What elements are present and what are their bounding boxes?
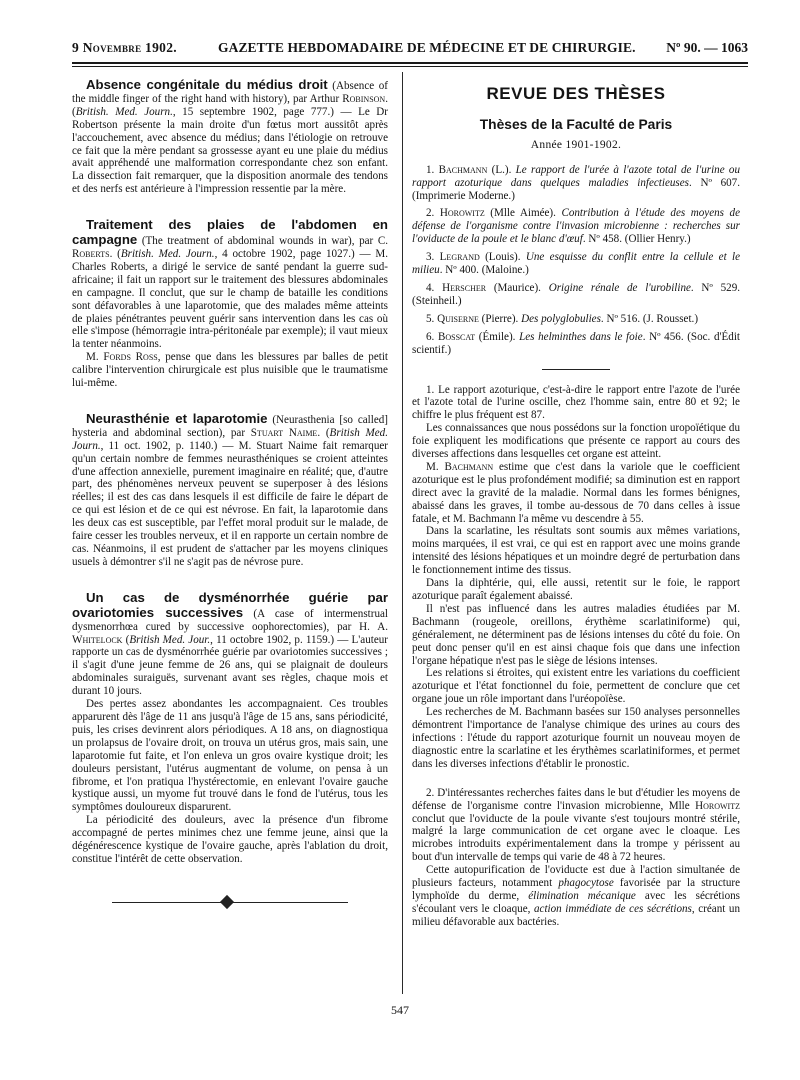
article-text: (A case of intermenstrual dysmenorrhœa cured by successive oophorectomies), par H. A. bbox=[72, 607, 388, 633]
thesis-item: 6. Bosscat (Émile). Les helminthes dans le foie. Nº 456. (Soc. d'Édit scientif.) bbox=[412, 330, 740, 356]
article-author: Fords Ross bbox=[103, 351, 158, 364]
thesis-title: Les helminthes dans le foie bbox=[519, 330, 643, 343]
article-title: Un cas de dysménorrhée guérie par ovariotomies successives bbox=[72, 589, 388, 620]
article-text: , 11 octobre 1902, p. 1159.) — L'auteur rapporte un cas de dysménorrhée guérie par ovariotomies successives ; il s'agit d'une jeune femme de 26 ans, qui se plaignait de douleurs abdominales suraiguës, survenant avant ses règles, chaque mois et durant 10 jours. bbox=[72, 633, 388, 698]
header-rule-thin bbox=[72, 66, 748, 67]
article-author: Robinson bbox=[342, 92, 386, 105]
article-title: Absence congénitale du médius droit bbox=[86, 77, 328, 92]
page-folio: 547 bbox=[391, 1003, 409, 1017]
article-paragraph bbox=[72, 591, 388, 698]
article-text: (The treatment of abdominal wounds in war), par C. bbox=[137, 235, 388, 248]
thesis-item: 4. Herscher (Maurice). Origine rénale de l'urobiline. Nº 529. (Steinheil.) bbox=[412, 281, 741, 307]
article-source: British. Med. Journ. bbox=[120, 247, 215, 260]
article-text: (Neurasthenia [so called] hysteria and abdominal section), par bbox=[72, 413, 388, 439]
thesis-item: 2. Horowitz (Mlle Aimée). Contribution à l'étude des moyens de défense de l'organisme contre l'invasion microbienne : recherches sur l'oviducte de la poule et le blanc d'œuf. Nº 458. (Ollier Henry.) bbox=[412, 207, 740, 246]
article-paragraph bbox=[72, 78, 388, 196]
review-paragraph: Cette autopurification de l'oviducte est due à l'action simultanée de plusieurs facteurs, notamment phagocytose favorisée par la structure lymphoïde du derme, élimination mécanique avec les sécrétions s'écoulant vers le cloaque, action immédiate de ces sécrétions, créant un milieu défavorable aux bactéries. bbox=[412, 864, 741, 928]
subsection-title: Thèses de la Faculté de Paris bbox=[479, 116, 673, 132]
thesis-author: Horowitz bbox=[439, 207, 485, 220]
thesis-title: Origine rénale de l'urobiline bbox=[548, 281, 691, 294]
article-paragraph bbox=[72, 218, 388, 351]
header-journal-title: GAZETTE HEBDOMADAIRE DE MÉDECINE ET DE CHIRURGIE. bbox=[218, 40, 636, 55]
thesis-title: Contribution à l'étude des moyens de défense de l'organisme contre l'invasion microbienne : recherches sur l'oviducte de la poule et le blanc d'œuf bbox=[412, 207, 740, 246]
thesis-author: Quiserne bbox=[437, 312, 479, 325]
section-end-ornament bbox=[72, 896, 388, 910]
review-emphasis: action immédiate de ces sécrétions bbox=[533, 902, 692, 915]
article-author: Stuart Naime bbox=[250, 426, 318, 439]
review-emphasis: élimination mécanique bbox=[528, 889, 636, 902]
review-paragraph: 2. D'intéressantes recherches faites dans le but d'étudier les moyens de défense de l'organisme contre l'invasion microbienne, Mlle Horowitz conclut que l'oviducte de la poule vivante s'est toujours montré stérile, malgré la large communication de cet organe avec le cloaque. Les microbes introduits expérimentalement dans la trompe y périssent au bout d'un intervalle de temps qui varie de 48 à 72 heures. bbox=[412, 786, 740, 864]
header-date: 9 Novembre 1902. bbox=[72, 40, 177, 55]
article-text: , pense que dans les blessures par balles de petit calibre l'intervention chirurgicale est plus nuisible que le traumatisme lui-même. bbox=[72, 351, 388, 390]
article-title: Neurasthénie et laparotomie bbox=[86, 410, 268, 426]
right-column bbox=[412, 78, 740, 929]
article-text: . ( bbox=[72, 92, 388, 118]
article-paragraph: Des pertes assez abondantes les accompagnaient. Ces troubles apparurent dès l'âge de 11 ans jusqu'à l'âge de 15 ans, sans périodicité, puis, les crises devinrent alors périodiques. A 18 ans, on diagnostiqua un prolapsus de l'ovaire droit, on trouva un utérus gros, mais sain, une laparotomie fut faite, et l'on enleva un gros ovaire kystique droit; les douleurs persistant, l'utérus augmentant de volume, on pensa à un fibrome, et l'on pratiqua l'hystérectomie, en enlevant l'ovaire gauche kystique aussi, un myome fut trouvé dans le fond de l'utérus, tous les symptômes douloureux disparurent. bbox=[72, 698, 388, 814]
thesis-list bbox=[412, 164, 740, 357]
review-paragraph: Les relations si étroites, qui existent entre les variations du coefficient azoturique et l'état fonctionnel du foie, permettent de conclure que cet organe joue un rôle important dans l'uréopoïèse. bbox=[412, 667, 740, 706]
section-title: REVUE DES THÈSES bbox=[486, 84, 666, 103]
thesis-author: Bosscat bbox=[437, 330, 476, 343]
article-text: , 15 septembre 1902, page 777.) — Le Dr Robertson présente la main droite d'un fœtus mort aussitôt après l'accouchement, avec absence du médius; dans l'étiologie on retrouve ce fait que la mère pendant sa grossesse ayant eu une plaie du médius avait appréhendé une malformation correspondante chez son enfant. La dissection fait remarquer, que la disposition anormale des tendons et des nerfs est antérieure à l'impression ressentie par la mère. bbox=[72, 105, 389, 196]
article-text: (Absence of the middle finger of the right hand with history), par Arthur bbox=[72, 80, 388, 105]
thesis-reviews bbox=[412, 384, 740, 929]
page-header bbox=[72, 40, 748, 62]
article-paragraph bbox=[72, 351, 388, 390]
review-paragraph: M. Bachmann estime que c'est dans la variole que le coefficient azoturique est le plus profondément modifié; sa diminution est en rapport direct avec la gravité de la maladie. Normal dans les formes bénignes, abaissé dans les graves, il tombe au-dessous de 70 dans celles à issue fatale, et M. Bachmann l'a même vu descendre à 55. bbox=[412, 460, 740, 525]
article-plaies-abdomen bbox=[72, 218, 388, 390]
thesis-title: Des polyglobulies bbox=[521, 312, 601, 325]
thesis-author: Herscher bbox=[442, 281, 487, 294]
thesis-author: Legrand bbox=[439, 251, 480, 264]
article-source: British Med. Journ. bbox=[72, 426, 388, 452]
article-text: , 4 octobre 1902, page 1027.) — M. Charles Roberts, a dirigé le service de santé pendant la guerre sud-africaine; il fait un rapport sur le traitement des blessures abdominales en campagne. Il conclut, que sur le champ de bataille les conditions sont défavorables à une laparotomie, que des malades même atteints de plaies pénétrantes peuvent guérir sans intervention dans les cas où elle s'impose (hémorragie intra-péritonéale par exemple); il vaut mieux la tenter néanmoins. bbox=[72, 247, 388, 351]
thesis-item: 3. Legrand (Louis). Une esquisse du conflit entre la cellule et le milieu. Nº 400. (Maloine.) bbox=[412, 251, 740, 277]
article-paragraph bbox=[72, 412, 388, 569]
review-emphasis: phagocytose bbox=[558, 877, 614, 890]
list-separator-rule bbox=[542, 369, 610, 370]
thesis-author: Bachmann bbox=[438, 163, 488, 176]
article-text: ( bbox=[122, 633, 130, 646]
article-paragraph: La périodicité des douleurs, avec la présence d'un fibrome accompagné de pertes minimes chez une femme jeune, ainsi que la dégénérescence kystique de l'ovaire gauche, après l'ablation du droit, constitue l'intérêt de cette observation. bbox=[72, 814, 388, 865]
review-paragraph: Les recherches de M. Bachmann basées sur 150 analyses personnelles démontrent l'importance de l'analyse chimique des urines au cours des infections : l'étude du rapport azoturique fournit un nouveau moyen de diagnostic entre la scarlatine et les érythèmes scarlatiniformes, et permet dans les diverses infections d'établir le pronostic. bbox=[412, 706, 740, 770]
article-text: M. bbox=[86, 351, 104, 364]
review-author: Bachmann bbox=[444, 460, 494, 473]
column-divider bbox=[402, 72, 403, 994]
header-rule-thick bbox=[72, 62, 748, 64]
article-text: . ( bbox=[317, 426, 330, 439]
article-source: British. Med. Journ. bbox=[75, 105, 173, 118]
thesis-title: Le rapport de l'urée à l'azote total de l'urine ou rapport azoturique dans quelques maladies infectieuses bbox=[412, 163, 741, 189]
article-text: . ( bbox=[109, 247, 121, 260]
article-absence-medius bbox=[72, 78, 388, 196]
thesis-title: Une esquisse du conflit entre la cellule et le milieu bbox=[412, 251, 740, 277]
review-author: Horowitz bbox=[695, 799, 740, 812]
article-source: British Med. Jour. bbox=[129, 633, 211, 646]
article-author: Whitelock bbox=[72, 633, 123, 646]
review-paragraph: 1. Le rapport azoturique, c'est-à-dire le rapport entre l'azote de l'urée et l'azote total de l'urine oscille, chez l'homme sain, entre 80 et 92; le chiffre le plus fréquent est 87. bbox=[412, 383, 740, 422]
article-dysmenorrhee bbox=[72, 591, 388, 866]
thesis-item: 1. Bachmann (L.). Le rapport de l'urée à l'azote total de l'urine ou rapport azoturique dans quelques maladies infectieuses. Nº 607. (Imprimerie Moderne.) bbox=[412, 163, 741, 202]
thesis-item: 5. Quiserne (Pierre). Des polyglobulies. Nº 516. (J. Rousset.) bbox=[426, 312, 699, 325]
review-paragraph: Il n'est pas influencé dans les autres maladies étudiées par M. Bachmann (rougeole, oreillons, érythème scarlatiniforme) qui, généralement, ne déterminent pas de lésions intenses du côté du foie. On peut donc penser qu'il en est ainsi chaque fois que dans une infection l'organe hépatique n'est pas le siège de lésions intenses. bbox=[412, 602, 740, 667]
article-neurasthenie bbox=[72, 412, 388, 569]
article-title: Traitement des plaies de l'abdomen en campagne bbox=[72, 217, 388, 248]
left-column bbox=[72, 78, 388, 910]
review-paragraph: Dans la diphtérie, qui, elle aussi, retentit sur le foie, le rapport azoturique paraît également abaissé. bbox=[412, 577, 740, 602]
article-text: , 11 oct. 1902, p. 1140.) — M. Stuart Naime fait remarquer qu'un certain nombre de femmes neurasthéniques se croient atteintes d'une affection annexielle, purement imaginaire en réalité; que, d'autre part, des phénomènes nerveux peuvent se superposer à des lésions réelles; il est des cas dans lesquels il est difficile de faire le départ de ce qui est lésion et de ce qui est névrose. En fait, la laparotomie dans les deux cas est susceptible, par l'effet moral produit sur le malade, de faire cesser les troubles nerveux, et il en rapporte un certain nombre de cas. Néanmoins, il est prudent de s'attacher par les moyens cliniques usuels à démontrer s'il ne s'agit pas de névrose pure. bbox=[72, 439, 388, 568]
ornament-diamond-icon bbox=[220, 895, 234, 909]
review-paragraph: Les connaissances que nous possédons sur la fonction uropoïétique du foie expliquent les modifications que présente ce rapport au cours des diverses affections dans lesquelles cet organe est atteint. bbox=[412, 422, 740, 461]
review-paragraph: Dans la scarlatine, les résultats sont soumis aux mêmes variations, moins marquées, il est vrai, ce qui est en rapport avec une moins grande intensité des lésions hépatiques et un moindre degré de perturbation dans le fonctionnement intime des tissus. bbox=[412, 525, 740, 577]
header-issue-page: Nº 90. — 1063 bbox=[666, 40, 748, 55]
article-author: Roberts bbox=[72, 247, 110, 260]
academic-year: Année 1901-1902. bbox=[530, 138, 622, 151]
